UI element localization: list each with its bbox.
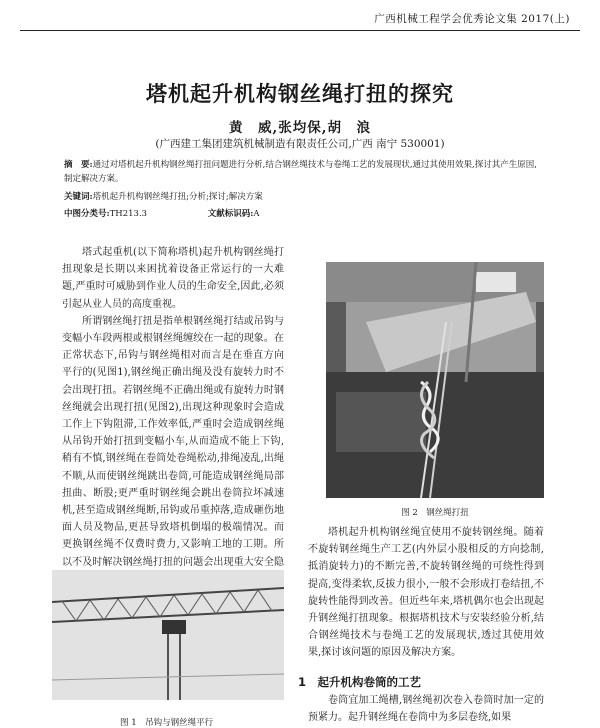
section-body: [308, 692, 544, 726]
classification: [64, 207, 540, 221]
doc-code-value: A: [253, 209, 260, 219]
section-number: 1: [298, 675, 307, 689]
page-header: [20, 0, 580, 31]
keywords: [64, 190, 540, 204]
figure-1-caption: 图 1 吊钩与钢丝绳平行: [120, 718, 214, 728]
figure-2-caption: 图 2 钢丝绳打扭: [401, 508, 469, 518]
affiliation: (广西建工集团建筑机械制造有限责任公司,广西 南宁 530001): [155, 138, 445, 150]
abstract: [64, 158, 540, 186]
paragraph: 所谓钢丝绳打扭是指单根钢丝绳打结或吊钩与变幅小车段两根或根钢丝绳缠绞在一起的现象。在正常状态下,吊钩与钢丝绳相对而言是在垂直方向平行的(见图1),钢丝绳正确出绳及没有旋转力时不会出现打扭。若钢丝绳不正确出绳或有旋转力时钢丝绳就会出现打扭(见图2),出现这种现象时会造成工作上下钩阻滞,工作效率低,严重时会造成钢丝绳从吊钩开始打扭到变幅小车,从而造成不能上下钩,稍有不慎,钢丝绳在卷筒处卷绳松动,排绳凌乱,出绳不顺,从而使钢丝绳跳出卷筒,可能造成钢丝绳局部扭曲、断股;更严重时钢丝绳会跳出卷筒拉坏减速机,甚至造成钢丝绳断,吊钩或吊重掉落,造成砸伤地面人员及物品,更甚导致塔机倒塌的极端情况。而更换钢丝绳不仅费时费力,又影响工地的工期。所以不及时解决钢丝绳打扭的问题会出现重大安全隐: [62, 315, 284, 568]
keywords-label: 关键词:: [64, 192, 93, 202]
figure-1-photo: [52, 570, 284, 700]
abstract-text: 通过对塔机起升机构钢丝绳打扭问题进行分析,结合钢丝绳技术与卷绳工艺的发展现状,通过其使用效果,探讨其产生原因,制定解决方案。: [64, 160, 537, 184]
abstract-label: 摘 要:: [64, 160, 93, 170]
journal-name: 广西机械工程学会优秀论文集 2017(上): [374, 13, 570, 25]
paper-title: 塔机起升机构钢丝绳打扭的探究: [146, 82, 454, 106]
figure-2-illustration: [326, 262, 544, 498]
clc-value: TH213.3: [109, 209, 148, 219]
section-title: 起升机构卷筒的工艺: [317, 675, 422, 689]
paragraph: 塔机起升机构钢丝绳宜使用不旋转钢丝绳。随着不旋转钢丝绳生产工艺(内外层小股相反的方向捻制,抵消旋转力)的不断完善,不旋转钢丝绳的可绕性得到提高,变得柔软,反拔力很小,一般不会形成打卷结扭,不旋转性能得到改善。但近些年来,塔机偶尔也会出现起升钢丝绳打扭现象。根据塔机技术与安装经验分析,结合钢丝绳技术与卷绳工艺的发展现状,透过其使用效果,探讨该问题的原因及解决方案。: [308, 527, 544, 659]
paragraph: 卷筒宜加工绳槽,钢丝绳初次卷入卷筒时加一定的预紧力。起升钢丝绳在卷筒中为多层卷绕,如果: [308, 695, 544, 724]
doc-code-label: 文献标识码:: [207, 209, 254, 219]
figure-2-photo: [326, 262, 544, 498]
paragraph: 塔式起重机(以下简称塔机)起升机构钢丝绳打扭现象是长期以来困扰着设备正常运行的一大难题,严重时可威胁到作业人员的生命安全,因此,必须引起从业人员的高度重视。: [62, 247, 284, 310]
body-left-column: [62, 244, 284, 588]
clc-label: 中图分类号:: [64, 209, 110, 219]
body-right-column: [308, 524, 544, 662]
section-heading: [298, 674, 421, 690]
keywords-text: 塔机起升机构钢丝绳打扭;分析;探讨;解决方案: [92, 192, 263, 202]
authors: 黄 威,张均保,胡 浪: [229, 120, 371, 136]
figure-1-illustration: [52, 570, 284, 700]
